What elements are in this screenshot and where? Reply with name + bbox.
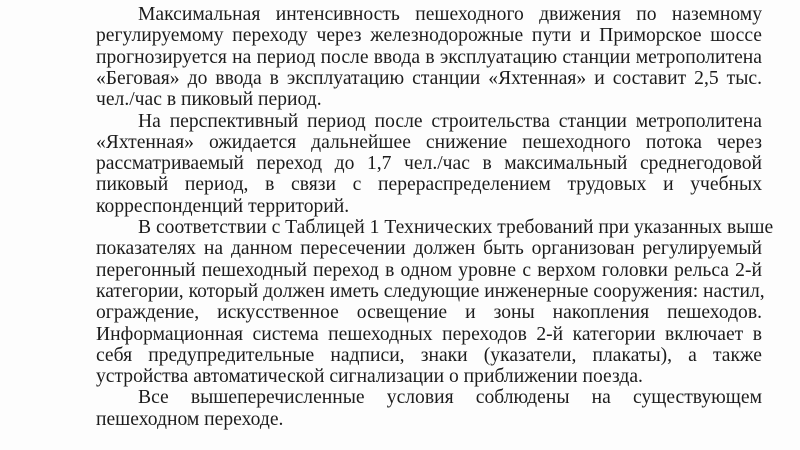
paragraph-1-line-1: Максимальная интенсивность пешеходного движения по наземному: [138, 4, 762, 25]
paragraph-4-line-2: пешеходном переходе.: [96, 408, 284, 430]
paragraph-2-line-5: корреспонденций территорий.: [96, 195, 350, 217]
paragraph-1-line-3: прогнозируется на период после ввода в эксплуатацию станции метрополитена: [96, 46, 762, 68]
paragraph-3-line-1: В соответствии с Таблицей 1 Технических требований при указанных выше: [138, 217, 774, 238]
paragraph-3-line-6: Информационная система пешеходных переходов 2-й категории включает в: [96, 323, 762, 345]
paragraph-3-line-7: себя предупредительные надписи, знаки (указатели, плакаты), а также: [96, 344, 762, 366]
paragraph-3-line-5: ограждение, искусственное освещение и зоны накопления пешеходов.: [96, 302, 762, 324]
paragraph-2-line-4: пиковый период, в связи с перераспределением трудовых и учебных: [96, 174, 762, 196]
paragraph-1-line-5: чел./час в пиковый период.: [96, 89, 322, 111]
paragraph-2-line-2: «Яхтенная» ожидается дальнейшее снижение пешеходного потока через: [96, 131, 762, 153]
paragraph-2-line-3: рассматриваемый переход до 1,7 чел./час в максимальный среднегодовой: [96, 153, 762, 175]
paragraph-1-line-4: «Беговая» до ввода в эксплуатацию станции «Яхтенная» и составит 2,5 тыс.: [96, 67, 762, 89]
paragraph-1-line-2: регулируемому переходу через железнодорожные пути и Приморское шоссе: [96, 25, 762, 47]
paragraph-3-line-8: устройства автоматической сигнализации о приближении поезда.: [96, 366, 643, 388]
paragraph-3-line-2: показателях на данном пересечении должен быть организован регулируемый: [96, 238, 762, 260]
paragraph-3-line-4: категории, который должен иметь следующие инженерные сооружения: настил,: [96, 280, 765, 302]
paragraph-2-line-1: На перспективный период после строительства станции метрополитена: [138, 110, 762, 132]
paragraph-4-line-1: Все вышеперечисленные условия соблюдены на существующем: [138, 387, 762, 409]
paragraph-3-line-3: перегонный пешеходный переход в одном уровне с верхом головки рельса 2-й: [96, 259, 762, 281]
